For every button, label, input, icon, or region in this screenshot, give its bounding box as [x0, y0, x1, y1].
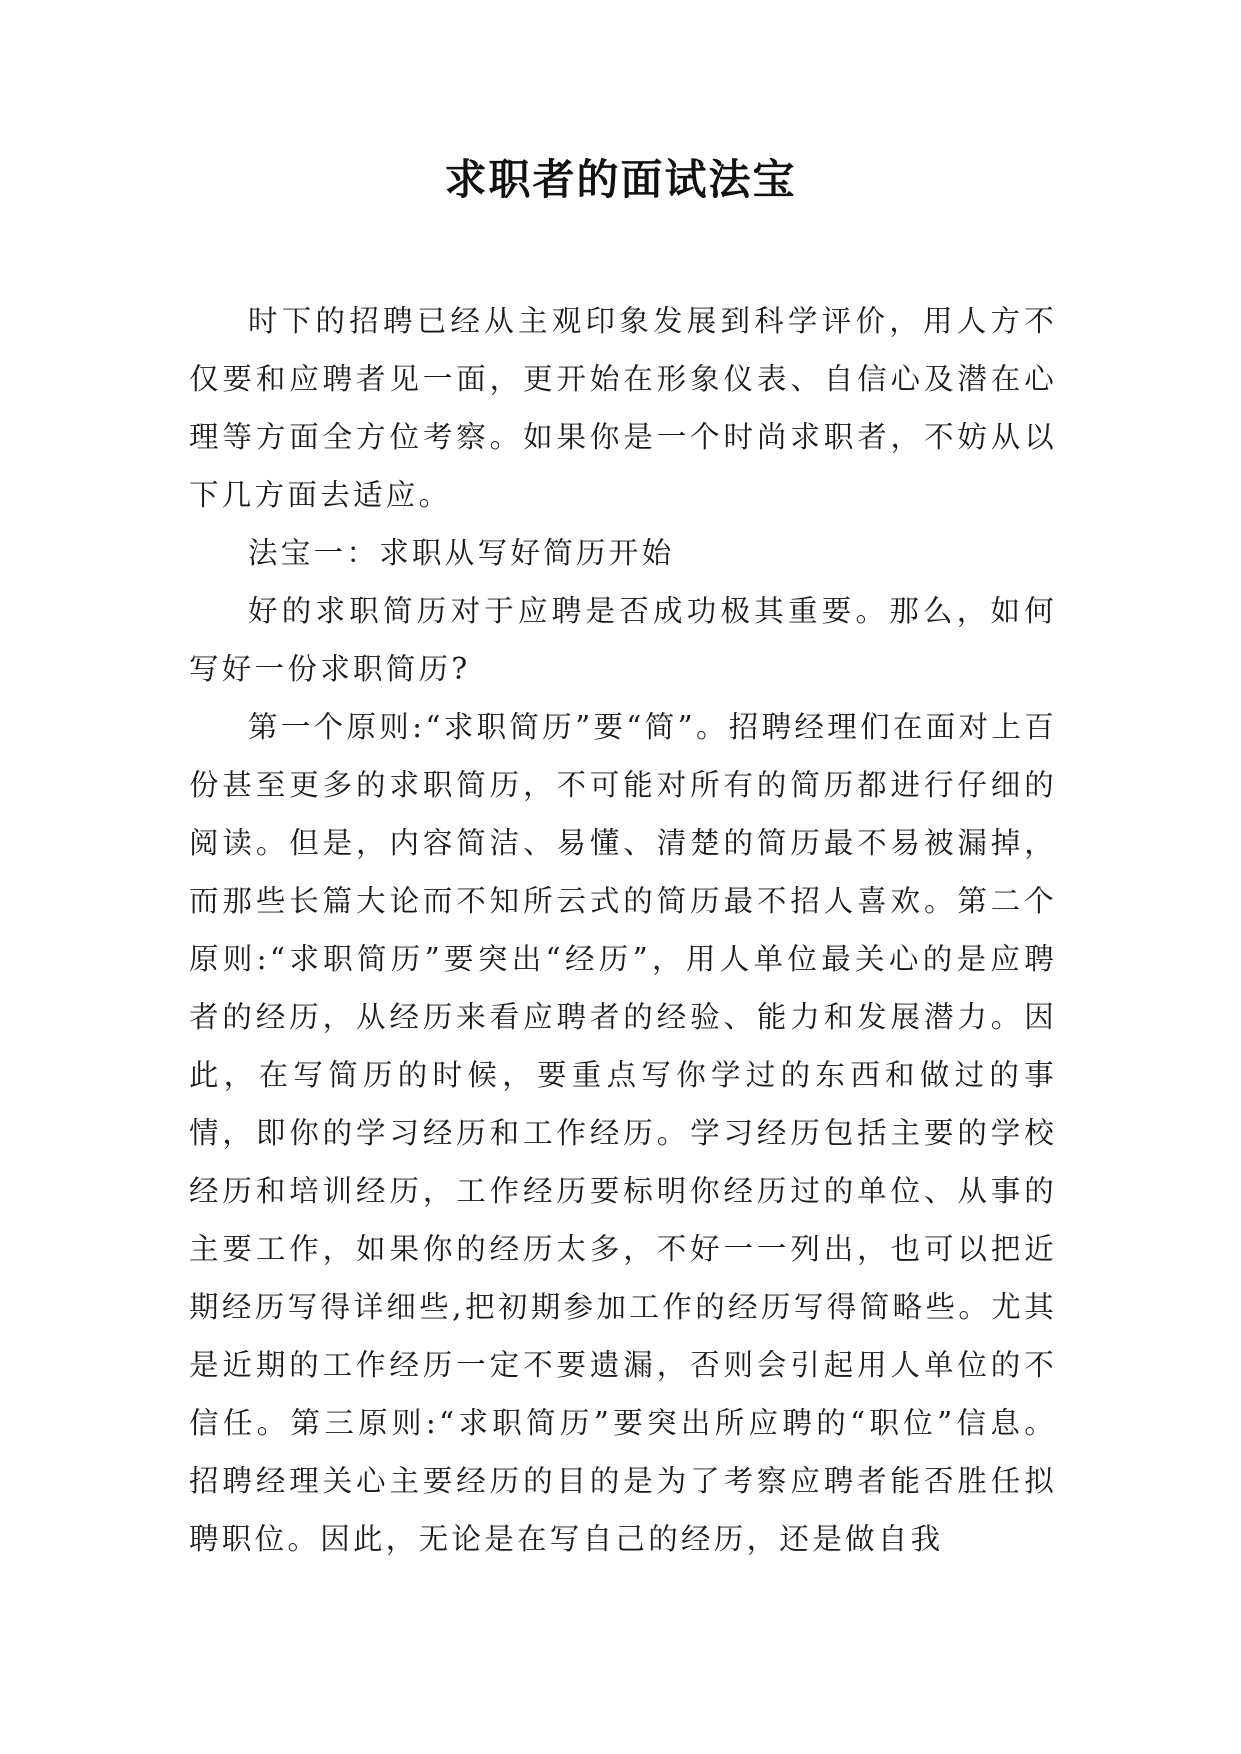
paragraph-heading-tip-one: 法宝一：求职从写好简历开始 [248, 536, 675, 570]
paragraph-intro: 时下的招聘已经从主观印象发展到科学评价，用人方不仅要和应聘者见一面，更开始在形象仪表、自信心及潜在心理等方面全方位考察。如果你是一个时尚求职者，不妨从以下几方面去适应。 [189, 304, 1057, 512]
paragraph-resume-principles: 第一个原则:“求职简历”要“简”。招聘经理们在面对上百份甚至更多的求职简历，不可能对所有的简历都进行仔细的阅读。但是，内容简洁、易懂、清楚的简历最不易被漏掉，而那些长篇大论而不知所云式的简历最不招人喜欢。第二个原则:“求职简历”要突出“经历”，用人单位最关心的是应聘者的经历，从经历来看应聘者的经验、能力和发展潜力。因此，在写简历的时候，要重点写你学过的东西和做过的事情，即你的学习经历和工作经历。学习经历包括主要的学校经历和培训经历，工作经历要标明你经历过的单位、从事的主要工作，如果你的经历太多，不好一一列出，也可以把近期经历写得详细些,把初期参加工作的经历写得简略些。尤其是近期的工作经历一定不要遗漏，否则会引起用人单位的不信任。第三原则:“求职简历”要突出所应聘的“职位”信息。招聘经理关心主要经历的目的是为了考察应聘者能否胜任拟聘职位。因此，无论是在写自己的经历，还是做自我 [189, 710, 1057, 1556]
document-title: 求职者的面试法宝 [444, 155, 797, 204]
paragraph-resume-importance: 好的求职简历对于应聘是否成功极其重要。那么，如何写好一份求职简历? [189, 594, 1057, 686]
document-body [189, 292, 1057, 1568]
